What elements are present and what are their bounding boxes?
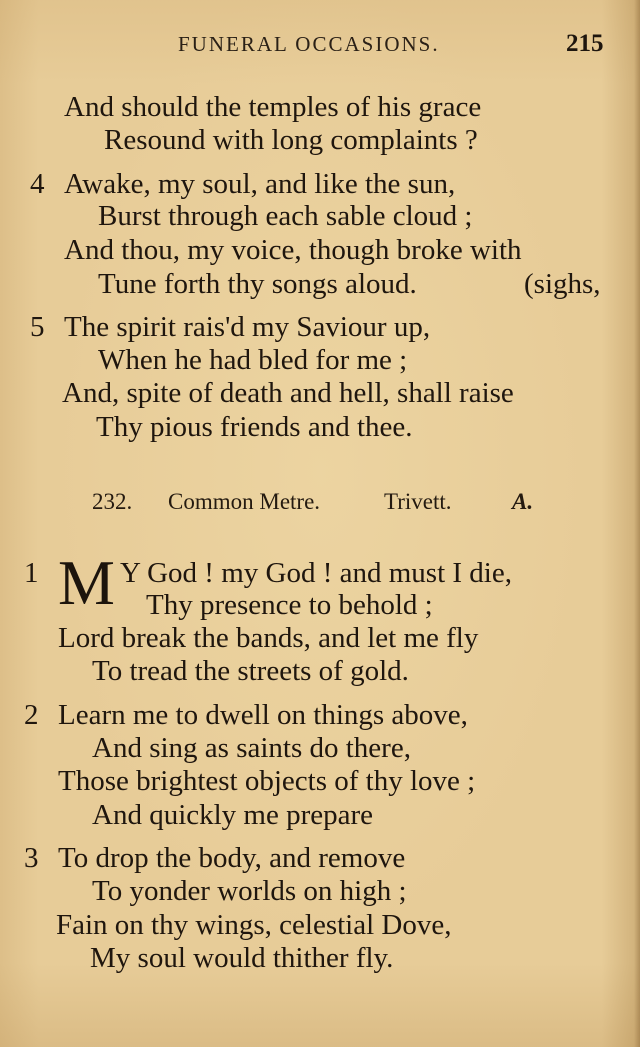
verse-line: And sing as saints do there, <box>92 732 411 764</box>
verse-line: Burst through each sable cloud ; <box>98 200 473 232</box>
verse-line: Y God ! my God ! and must I die, <box>120 557 512 589</box>
verse-number: 4 <box>30 168 45 200</box>
verse-line: To tread the streets of gold. <box>92 655 409 687</box>
verse-line: Resound with long complaints ? <box>104 124 478 156</box>
verse-number: 3 <box>24 842 39 874</box>
running-header <box>0 30 640 60</box>
verse-line: When he had bled for me ; <box>98 344 408 376</box>
verse-line: To yonder worlds on high ; <box>92 875 407 907</box>
drop-cap: M <box>58 547 113 618</box>
page-edge-shadow <box>634 0 640 1047</box>
verse-line: To drop the body, and remove <box>58 842 406 874</box>
verse-line: Fain on thy wings, celestial Dove, <box>56 909 452 941</box>
verse-line: Thy pious friends and thee. <box>96 411 413 443</box>
verse-number: 5 <box>30 311 45 343</box>
verse-number: 1 <box>24 557 39 589</box>
verse-number: 2 <box>24 699 39 731</box>
verse-line: And thou, my voice, though broke with <box>64 234 522 266</box>
verse-line: Thy presence to behold ; <box>146 589 433 621</box>
page-number: 215 <box>566 30 604 57</box>
hymn-metre: Common Metre. <box>168 489 321 514</box>
verse-line: The spirit rais'd my Saviour up, <box>64 311 431 343</box>
verse-line: Tune forth thy songs aloud. <box>98 268 417 300</box>
verse-line: Lord break the bands, and let me fly <box>58 622 479 654</box>
verse-line-runover: (sighs, <box>524 268 601 300</box>
hymn-number: 232. <box>92 489 133 514</box>
running-title: FUNERAL OCCASIONS. <box>178 32 440 56</box>
verse-line: My soul would thither fly. <box>90 942 394 974</box>
verse-line: Learn me to dwell on things above, <box>58 699 468 731</box>
verse-line: And, spite of death and hell, shall raise <box>62 377 514 409</box>
verse-line: And quickly me prepare <box>92 799 374 831</box>
hymn-tune: Trivett. <box>384 489 452 514</box>
verse-line: And should the temples of his grace <box>64 91 482 123</box>
verse-line: Those brightest objects of thy love ; <box>58 765 476 797</box>
verse-line: Awake, my soul, and like the sun, <box>64 168 456 200</box>
hymn-mark: A. <box>512 489 534 514</box>
